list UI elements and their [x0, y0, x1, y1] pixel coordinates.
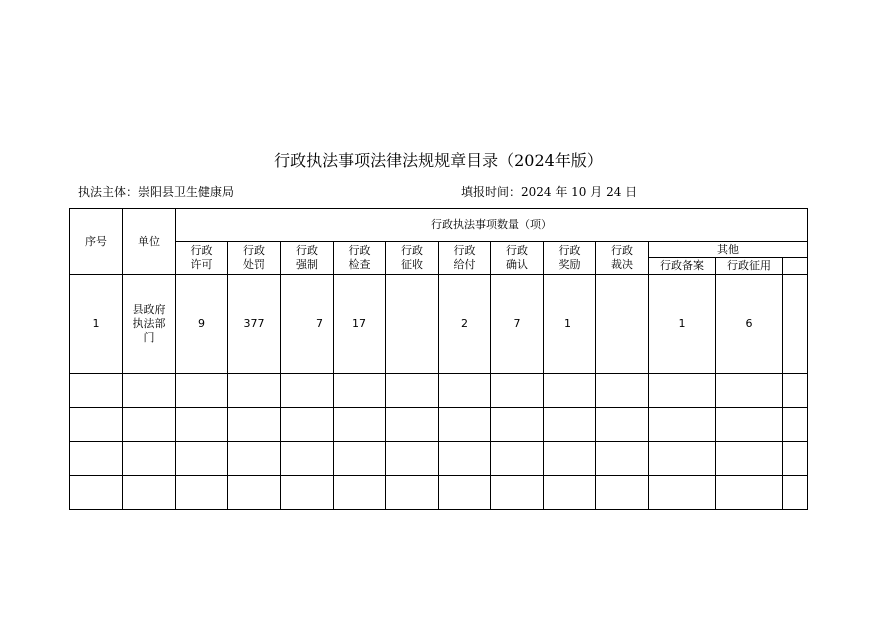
cell-serial: 1	[70, 275, 123, 374]
cell-penalty: 377	[228, 275, 281, 374]
cell-unit: 县政府 执法部 门	[123, 275, 176, 374]
cell-inspection: 17	[334, 275, 386, 374]
cell-ruling	[596, 275, 649, 374]
header-ruling: 行政 裁决	[596, 242, 649, 275]
header-reward: 行政 奖励	[544, 242, 596, 275]
cell-requisition: 6	[716, 275, 783, 374]
header-item-count-group: 行政执法事项数量（项）	[176, 209, 808, 242]
cell-license: 9	[176, 275, 228, 374]
table-row-empty	[70, 408, 808, 442]
header-extra-column	[783, 258, 808, 275]
header-serial: 序号	[70, 209, 123, 275]
table-row	[70, 275, 808, 374]
enforcement-items-table	[69, 208, 808, 510]
header-confirmation: 行政 确认	[491, 242, 544, 275]
table-row-empty	[70, 442, 808, 476]
header-filing: 行政备案	[649, 258, 716, 275]
document-title: 行政执法事项法律法规规章目录（2024年版）	[274, 151, 603, 170]
cell-coercion: 7	[281, 275, 334, 374]
header-penalty: 行政 处罚	[228, 242, 281, 275]
cell-filing: 1	[649, 275, 716, 374]
table-row-empty	[70, 476, 808, 510]
cell-levy	[386, 275, 439, 374]
table-row-empty	[70, 374, 808, 408]
header-other: 其他	[649, 242, 808, 258]
header-requisition: 行政征用	[716, 258, 783, 275]
header-levy: 行政 征收	[386, 242, 439, 275]
cell-confirmation: 7	[491, 275, 544, 374]
cell-payment: 2	[439, 275, 491, 374]
enforcement-body: 执法主体：崇阳县卫生健康局	[78, 185, 235, 199]
header-license: 行政 许可	[176, 242, 228, 275]
header-payment: 行政 给付	[439, 242, 491, 275]
report-date: 填报时间：2024 年 10 月 24 日	[461, 185, 638, 199]
header-unit: 单位	[123, 209, 176, 275]
header-coercion: 行政 强制	[281, 242, 334, 275]
cell-reward: 1	[544, 275, 596, 374]
cell-extra	[783, 275, 808, 374]
header-inspection: 行政 检查	[334, 242, 386, 275]
